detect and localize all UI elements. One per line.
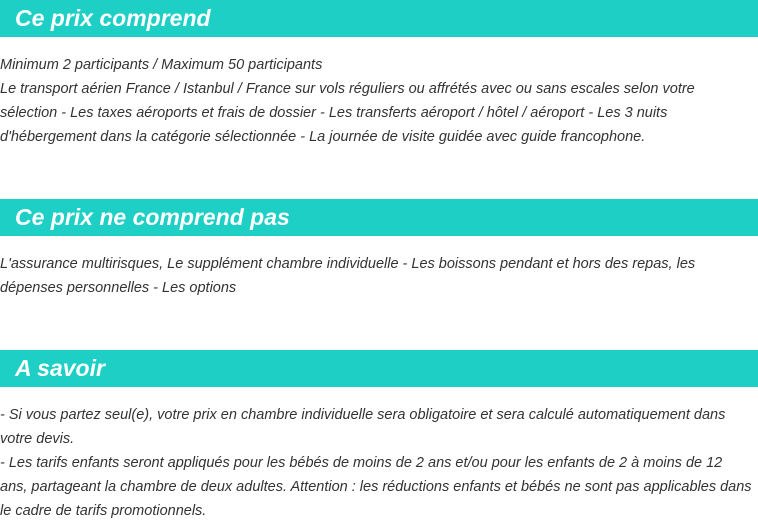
section-body-not-included (0, 252, 752, 300)
not-included-details-text: L'assurance multirisques, Le supplément chambre individuelle - Les boissons pendant et hors des repas, les dépenses personnelles - Les options (0, 256, 696, 296)
section-title-not-included: Ce prix ne comprend pas (15, 204, 290, 230)
section-header-included (0, 0, 758, 37)
included-participants-text: Minimum 2 participants / Maximum 50 participants (0, 57, 323, 73)
section-title-included: Ce prix comprend (15, 5, 211, 31)
included-details-text: Le transport aérien France / Istanbul / France sur vols réguliers ou affrétés avec ou sans escales selon votre sélection - Les taxes aéroports et frais de dossier - Les transferts aéroport / hôtel / aéroport - Les 3 nuits d'hébergement dans la catégorie sélectionnée - La journée de visite guidée avec guide francophone. (0, 81, 695, 145)
section-header-to-know (0, 350, 758, 387)
to-know-children-rates-text: - Les tarifs enfants seront appliqués pour les bébés de moins de 2 ans et/ou pour les enfants de 2 à moins de 12 ans, partageant la chambre de deux adultes. Attention : les réductions enfants et bébés ne sont pas applicables dans le cadre de tarifs promotionnels. (0, 455, 752, 519)
section-title-to-know: A savoir (15, 355, 105, 381)
to-know-single-traveler-text: - Si vous partez seul(e), votre prix en chambre individuelle sera obligatoire et sera calculé automatiquement dans votre devis. (0, 407, 726, 447)
section-body-to-know (0, 403, 752, 523)
section-header-not-included (0, 199, 758, 236)
section-body-included (0, 53, 752, 149)
